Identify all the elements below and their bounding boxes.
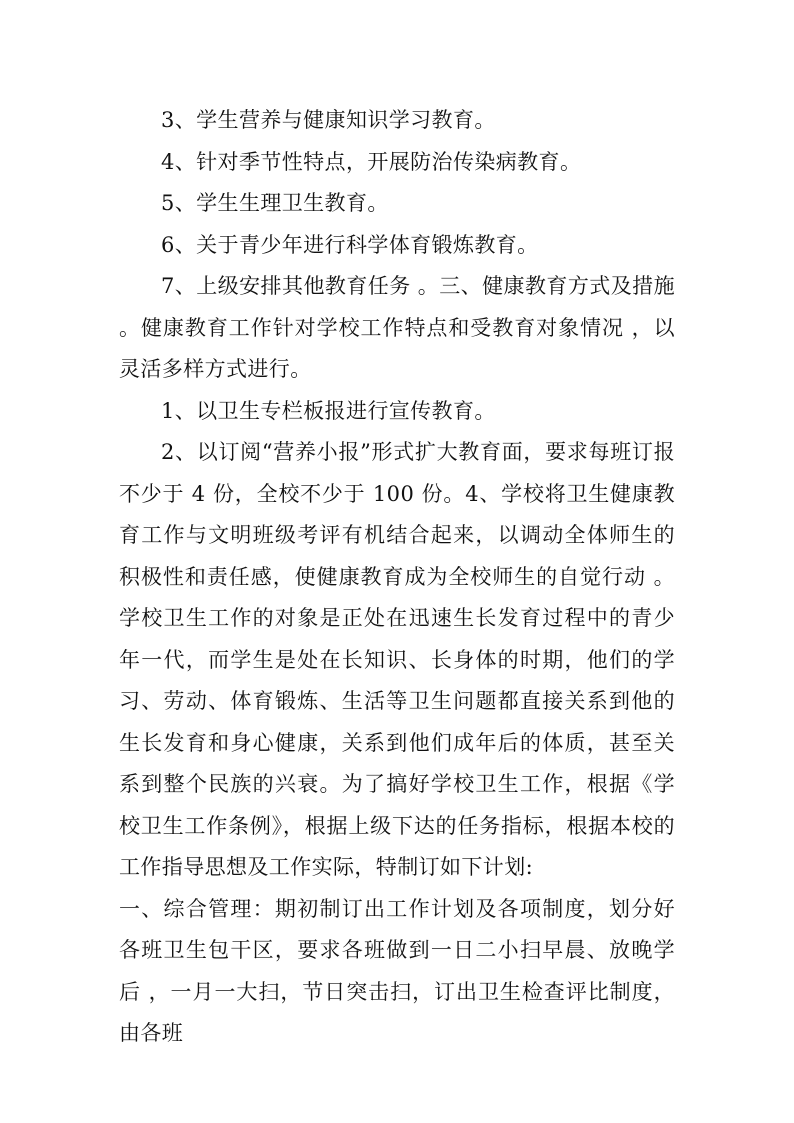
paragraph-item-3: 3、学生营养与健康知识学习教育。 (161, 108, 496, 132)
paragraph-section-one: 一、综合管理：期初制订出工作计划及各项制度，划分好各班卫生包干区，要求各班做到一日二小扫早晨、放晚学后 ，一月一大扫，节日突击扫，订出卫生检查评比制度，由各班 (119, 896, 675, 1045)
paragraph-measure-1: 1、以卫生专栏板报进行宣传教育。 (161, 398, 496, 423)
paragraph-measure-2: 2、以订阅“营养小报”形式扩大教育面，要求每班订报不少于 4 份，全校不少于 100 份。4、学校将卫生健康教育工作与文明班级考评有机结合起来，以调动全体师生的积极性和责任感，使健康教育成为全校师生的自觉行动 。学校卫生工作的对象是正处在迅速生长发育过程中的青少年一代，而学生是处在长知识、长身体的时期，他们的学习、劳动、体育锻炼、生活等卫生问题都直接关系到他的生长发育和身心健康，关系到他们成年后的体质，甚至关系到整个民族的兴衰。为了搞好学校卫生工作，根据《学校卫生工作条例》，根据上级下达的任务指标，根据本校的工作指导思想及工作实际，特制订如下计划: (119, 440, 675, 879)
paragraph-item-7: 7、上级安排其他教育任务 。三、健康教育方式及措施 。健康教育工作针对学校工作特点和受教育对象情况 ，以灵活多样方式进行。 (119, 274, 675, 381)
paragraph-item-5: 5、学生生理卫生教育。 (161, 191, 389, 215)
paragraph-item-4: 4、针对季节性特点，开展防治传染病教育。 (161, 149, 582, 174)
document-body (119, 100, 675, 1055)
paragraph-item-6: 6、关于青少年进行科学体育锻炼教育。 (161, 232, 539, 257)
